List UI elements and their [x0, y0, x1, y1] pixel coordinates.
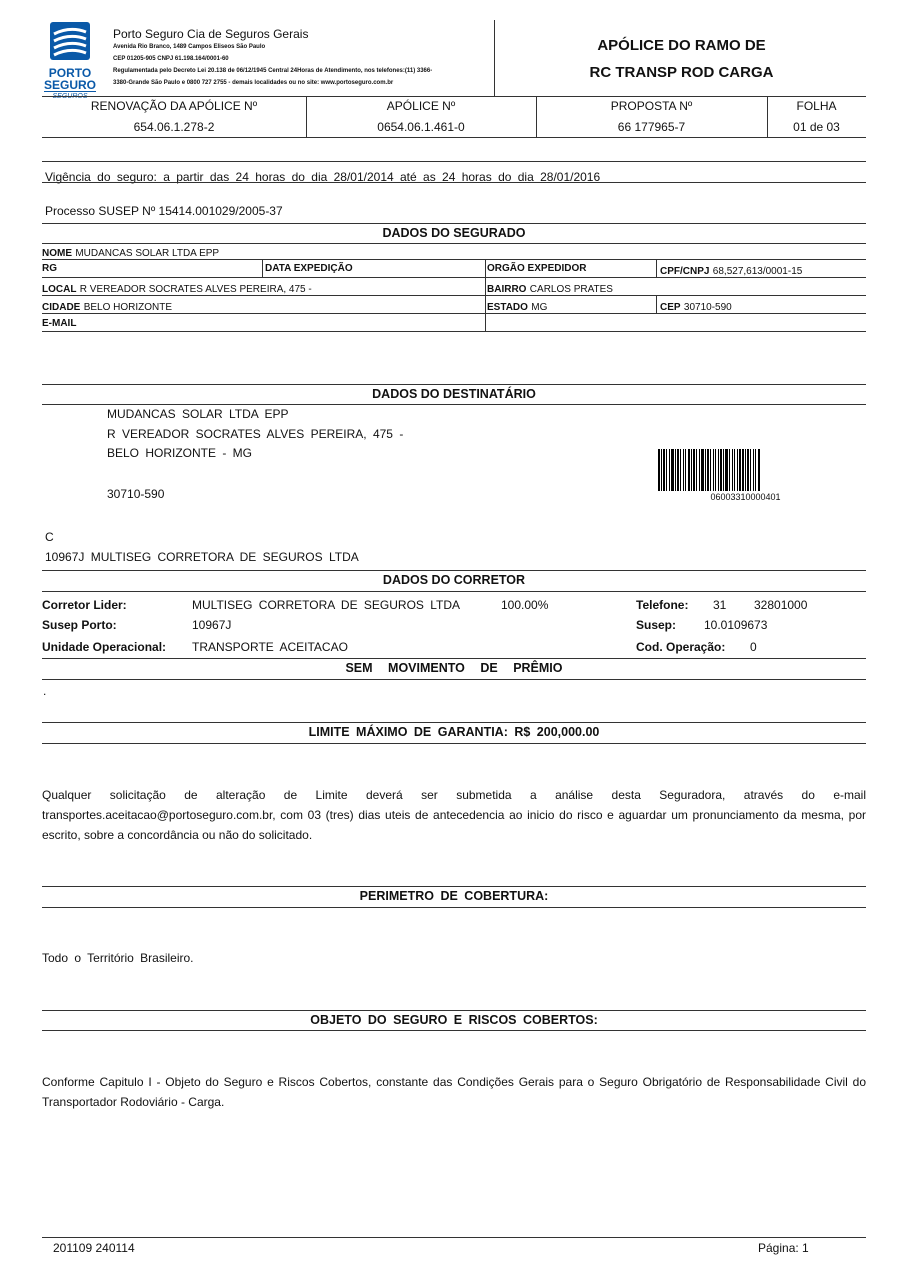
- destinatario-line-2: R VEREADOR SOCRATES ALVES PEREIRA, 475 -: [107, 427, 404, 441]
- barcode-bar: [691, 449, 692, 491]
- bairro-value: CARLOS PRATES: [529, 284, 613, 295]
- barcode-bar: [713, 449, 714, 491]
- destinatario-cep: 30710-590: [107, 487, 165, 501]
- telefone-number: 32801000: [754, 598, 808, 612]
- destinatario-section-title: DADOS DO DESTINATÁRIO: [372, 387, 536, 401]
- barcode-bar: [720, 449, 722, 491]
- segurado-nome-row: [42, 245, 219, 259]
- footer-page: Página: 1: [758, 1241, 809, 1255]
- destinatario-line-3: BELO HORIZONTE - MG: [107, 446, 253, 460]
- barcode-bar: [758, 449, 760, 491]
- policy-title-1: APÓLICE DO RAMO DE: [597, 37, 766, 54]
- barcode-bar: [677, 449, 679, 491]
- susep-label: Susep:: [636, 618, 677, 632]
- objeto-title: OBJETO DO SEGURO E RISCOS COBERTOS:: [310, 1013, 598, 1027]
- bairro-field: [487, 281, 613, 295]
- dot-marker: .: [43, 684, 47, 698]
- cep-value: 30710-590: [683, 302, 732, 313]
- barcode-bar: [699, 449, 700, 491]
- folha-value: 01 de 03: [793, 120, 840, 134]
- apolice-label: APÓLICE Nº: [386, 99, 456, 113]
- local-label: LOCAL: [42, 284, 77, 295]
- barcode-bar: [671, 449, 674, 491]
- barcode-bar: [705, 449, 706, 491]
- porto-seguro-logo: [44, 22, 96, 98]
- barcode-number: 06003310000401: [710, 492, 781, 502]
- policy-title-2: RC TRANSP ROD CARGA: [589, 64, 774, 81]
- folha-label: FOLHA: [796, 99, 837, 113]
- sem-movimento-title: SEM MOVIMENTO DE PRÊMIO: [345, 661, 563, 675]
- nome-value: MUDANCAS SOLAR LTDA EPP: [75, 248, 220, 259]
- estado-label: ESTADO: [487, 302, 528, 313]
- barcode-bar: [715, 449, 716, 491]
- cod-operacao-value: 0: [750, 640, 757, 654]
- local-value: R VEREADOR SOCRATES ALVES PEREIRA, 475 -: [79, 284, 312, 295]
- corretor-lider-value: MULTISEG CORRETORA DE SEGUROS LTDA: [192, 598, 461, 612]
- barcode-bar: [750, 449, 751, 491]
- cep-field: [660, 299, 732, 313]
- barcode-bar: [747, 449, 749, 491]
- cpf-cnpj-field: [660, 263, 802, 277]
- barcode-bar: [683, 449, 684, 491]
- estado-field: [487, 299, 547, 313]
- limite-paragraph: Qualquer solicitação de alteração de Limite deverá ser submetida a análise desta Seguradora, através do e-mail transportes.aceitacao@portoseguro.com.br, com 03 (tres) dias uteis de antecedencia ao inicio do risco e aguardar um pronunciamento da mesma, por escrito, sobre a concordância ou não do solicitado.: [42, 788, 866, 842]
- cpf-value: 68,527,613/0001-15: [712, 266, 803, 277]
- logo-mark-icon: [44, 22, 96, 64]
- header-divider: [494, 20, 495, 96]
- barcode-bar: [663, 449, 665, 491]
- processo-susep: Processo SUSEP Nº 15414.001029/2005-37: [45, 204, 283, 218]
- telefone-ddd: 31: [713, 598, 727, 612]
- barcode-bar: [732, 449, 733, 491]
- cidade-field: [42, 299, 172, 313]
- unidade-operacional-value: TRANSPORTE ACEITACAO: [192, 640, 348, 654]
- logo-text-porto: PORTO: [48, 66, 92, 80]
- barcode-bar: [693, 449, 695, 491]
- segurado-section-title: DADOS DO SEGURADO: [382, 226, 526, 240]
- estado-value: MG: [531, 302, 548, 313]
- objeto-paragraph: Conforme Capitulo I - Objeto do Seguro e Riscos Cobertos, constante das Condições Gerais para o Seguro Obrigatório de Responsabilidade Civil do Transportador Rodoviário - Carga.: [42, 1075, 866, 1109]
- susep-porto-value: 10967J: [192, 618, 232, 632]
- barcode-bar: [710, 449, 711, 491]
- barcode-bar: [688, 449, 690, 491]
- cidade-value: BELO HORIZONTE: [83, 302, 173, 313]
- footer-code: 201109 240114: [53, 1241, 135, 1255]
- barcode-bar: [666, 449, 667, 491]
- destinatario-line-1: MUDANCAS SOLAR LTDA EPP: [107, 407, 289, 421]
- corretor-section-title: DADOS DO CORRETOR: [382, 573, 526, 587]
- barcode-bar: [718, 449, 719, 491]
- barcode-bar: [753, 449, 754, 491]
- susep-value: 10.0109673: [704, 618, 768, 632]
- company-name: Porto Seguro Cia de Seguros Gerais: [113, 27, 309, 41]
- corretor-lider-pct: 100.00%: [501, 598, 549, 612]
- company-cep: CEP 01205-905 CNPJ 61.198.164/0001-60: [113, 56, 229, 62]
- nome-label: NOME: [42, 248, 72, 259]
- barcode-bar: [701, 449, 704, 491]
- cpf-label: CPF/CNPJ: [660, 266, 710, 277]
- cod-operacao-label: Cod. Operação:: [636, 640, 726, 654]
- corretor-lider-label: Corretor Lider:: [42, 598, 127, 612]
- apolice-value: 0654.06.1.461-0: [377, 120, 465, 134]
- limite-title: LIMITE MÁXIMO DE GARANTIA: R$ 200,000.00: [308, 725, 600, 739]
- renovacao-label: RENOVAÇÃO DA APÓLICE Nº: [90, 99, 258, 113]
- barcode: [658, 449, 833, 491]
- perimetro-title: PERIMETRO DE COBERTURA:: [359, 889, 549, 903]
- company-address: Avenida Rio Branco, 1489 Campos Eliseos São Paulo: [113, 44, 266, 50]
- barcode-bar: [725, 449, 728, 491]
- barcode-bar: [661, 449, 662, 491]
- logo-text-seguros: SEGUROS: [44, 91, 96, 101]
- corretor-line: 10967J MULTISEG CORRETORA DE SEGUROS LTDA: [45, 550, 359, 564]
- barcode-bar: [707, 449, 709, 491]
- barcode-bar: [685, 449, 686, 491]
- renovacao-value: 654.06.1.278-2: [133, 120, 215, 134]
- barcode-bar: [745, 449, 746, 491]
- susep-porto-label: Susep Porto:: [42, 618, 117, 632]
- cidade-label: CIDADE: [42, 302, 81, 313]
- bairro-label: BAIRRO: [487, 284, 527, 295]
- proposta-value: 66 177965-7: [617, 120, 686, 134]
- barcode-bar: [737, 449, 738, 491]
- barcode-bar: [696, 449, 697, 491]
- barcode-bar: [729, 449, 730, 491]
- local-field: [42, 281, 312, 295]
- cep-label: CEP: [660, 302, 681, 313]
- barcode-bar: [734, 449, 735, 491]
- unidade-operacional-label: Unidade Operacional:: [42, 640, 167, 654]
- orgao-expedidor-label: ORGÃO EXPEDIDOR: [487, 263, 587, 274]
- logo-text-seguro: SEGURO: [44, 78, 97, 92]
- email-label: E-MAIL: [42, 318, 77, 329]
- barcode-bar: [742, 449, 744, 491]
- rg-label: RG: [42, 263, 57, 274]
- company-regulation-2: 3380-Grande São Paulo e 0800 727 2755 - demais localidades ou no site: www.portoseguro.com.br: [113, 80, 394, 86]
- data-expedicao-label: DATA EXPEDIÇÃO: [265, 263, 353, 274]
- barcode-bar: [675, 449, 676, 491]
- barcode-bar: [680, 449, 681, 491]
- barcode-bar: [669, 449, 670, 491]
- telefone-label: Telefone:: [636, 598, 689, 612]
- proposta-label: PROPOSTA Nº: [610, 99, 693, 113]
- corretor-c-marker: C: [45, 530, 54, 544]
- barcode-bar: [739, 449, 741, 491]
- barcode-bar: [755, 449, 756, 491]
- company-regulation-1: Regulamentada pelo Decreto Lei 20.138 de 06/12/1945 Central 24Horas de Atendimento, nos telefones:(11) 3366-: [113, 68, 433, 74]
- vigencia-text: Vigência do seguro: a partir das 24 horas do dia 28/01/2014 até as 24 horas do dia 28/01/2016: [45, 170, 601, 184]
- barcode-bar: [723, 449, 724, 491]
- barcode-bar: [658, 449, 660, 491]
- perimetro-text: Todo o Território Brasileiro.: [42, 951, 194, 965]
